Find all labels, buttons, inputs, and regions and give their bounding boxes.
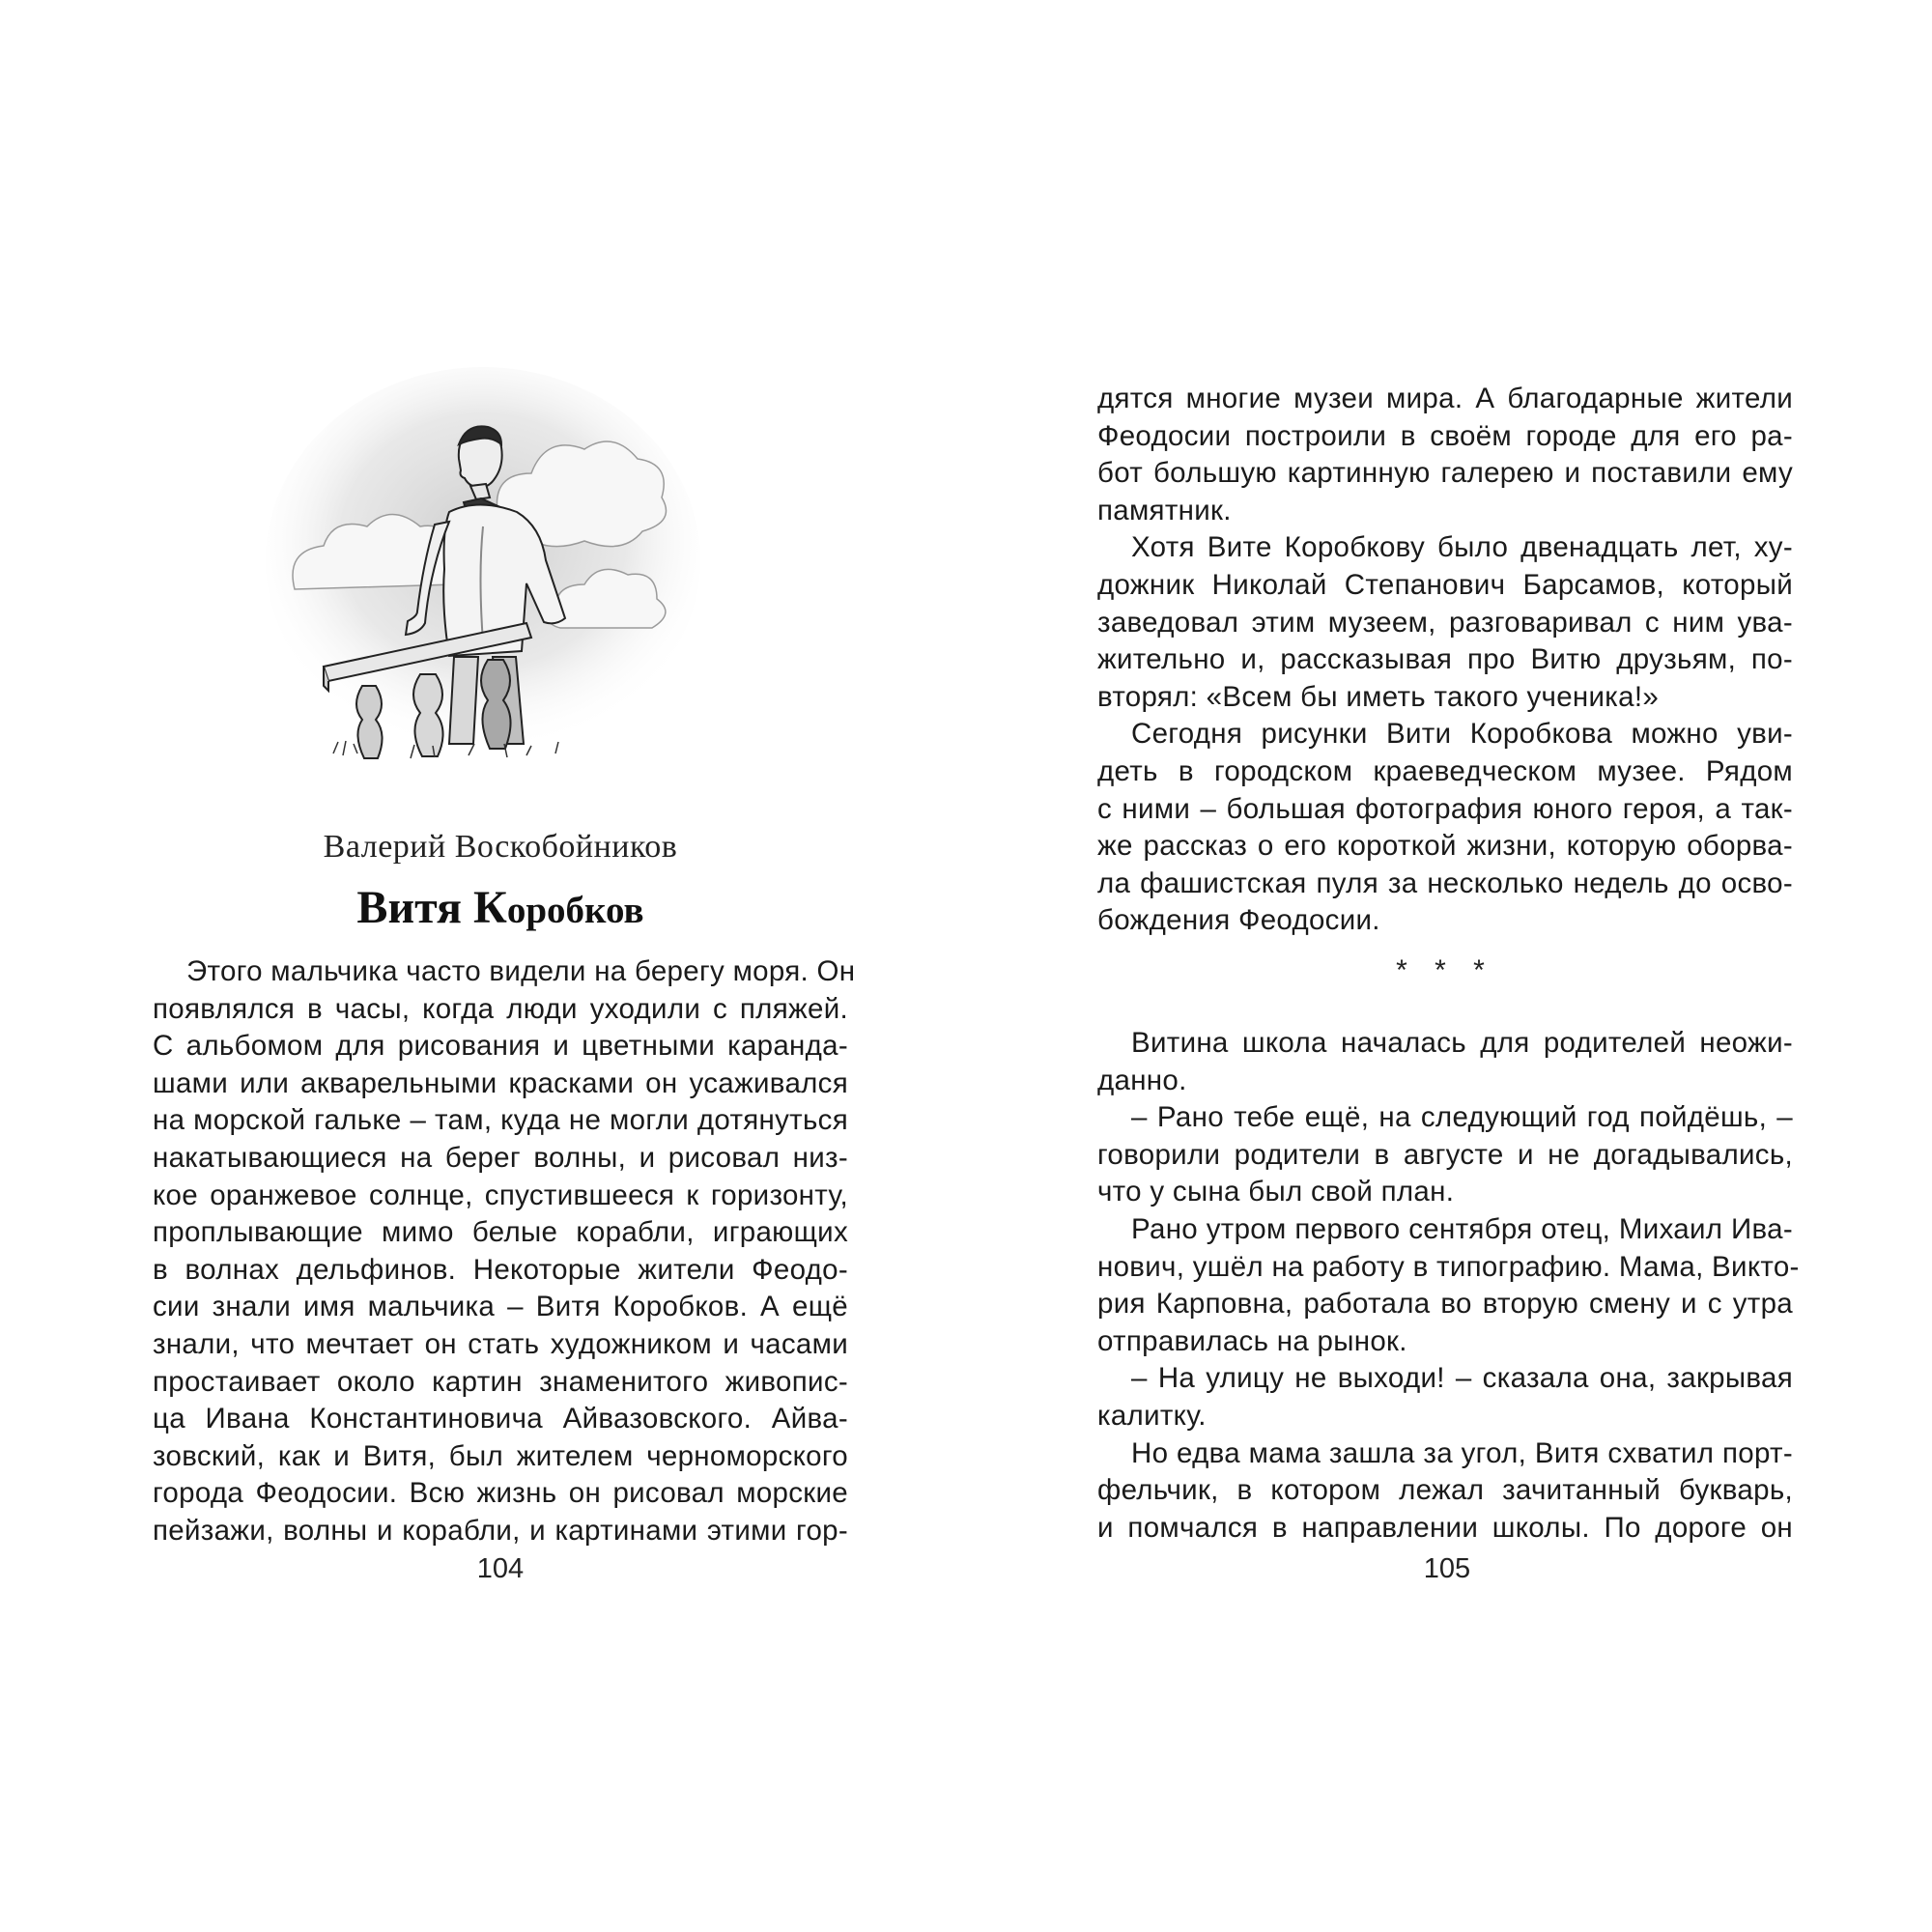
text-line: ца Ивана Константиновича Айвазовского. Айва-: [153, 1403, 848, 1435]
title-second-initial: К: [473, 882, 507, 933]
text-line: – На улицу не выходи! – сказала она, закрывая: [1131, 1362, 1793, 1395]
text-line: Сегодня рисунки Вити Коробкова можно уви-: [1131, 718, 1793, 751]
text-line: же рассказ о его короткой жизни, которую оборва-: [1097, 830, 1793, 863]
text-line: ла фашистская пуля за несколько недель до осво-: [1097, 867, 1793, 899]
story-title: [153, 881, 848, 934]
text-line: в волнах дельфинов. Некоторые жители Феодо-: [153, 1253, 848, 1286]
text-line: заведовал этим музеем, разговаривал с ним ува-: [1097, 606, 1793, 639]
text-line: калитку.: [1097, 1399, 1207, 1432]
text-line: появлялся в часы, когда люди уходили с пляжей.: [153, 992, 848, 1025]
text-line: нович, ушёл на работу в типографию. Мама, Викто-: [1097, 1250, 1800, 1283]
page-number-right: 105: [1423, 1553, 1471, 1584]
text-line: памятник.: [1097, 494, 1232, 526]
text-line: С альбомом для рисования и цветными каранда-: [153, 1030, 848, 1063]
text-line: шами или акварельными красками он усаживался: [153, 1066, 848, 1099]
text-line: пейзажи, волны и корабли, и картинами этими гор-: [153, 1514, 848, 1547]
page-number-left: 104: [476, 1553, 525, 1584]
right-body-text-1: [1097, 381, 1793, 940]
text-line: кое оранжевое солнце, спустившееся к горизонту,: [153, 1179, 848, 1211]
text-line: с ними – большая фотография юного героя, а так-: [1097, 792, 1793, 825]
text-line: Этого мальчика часто видели на берегу моря. Он: [186, 955, 856, 987]
text-line: что у сына был свой план.: [1097, 1176, 1455, 1208]
text-line: города Феодосии. Всю жизнь он рисовал морские: [153, 1477, 848, 1510]
text-line: дожник Николай Степанович Барсамов, который: [1097, 568, 1793, 601]
text-line: – Рано тебе ещё, на следующий год пойдёшь, –: [1131, 1101, 1793, 1134]
text-line: на морской гальке – там, куда не могли дотянуться: [153, 1104, 848, 1137]
text-line: рия Карповна, работала во вторую смену и с утра: [1097, 1288, 1793, 1321]
text-line: говорили родители в августе и не догадывались,: [1097, 1138, 1793, 1171]
left-body-text: [153, 953, 856, 1550]
text-line: проплывающие мимо белые корабли, играющих: [153, 1216, 848, 1249]
text-line: накатывающиеся на берег волны, и рисовал низ-: [153, 1141, 848, 1174]
text-line: дятся многие музеи мира. А благодарные жители: [1097, 383, 1793, 414]
text-line: зовский, как и Витя, был жителем черноморского: [153, 1439, 848, 1472]
text-line: Рано утром первого сентября отец, Михаил Ива-: [1131, 1212, 1793, 1245]
text-line: знали, что мечтает он стать художником и часами: [153, 1327, 848, 1360]
text-line: Витина школа началась для родителей неожи-: [1131, 1027, 1793, 1059]
right-body-text-2: [1097, 1025, 1800, 1547]
text-line: простаивает около картин знаменитого живопис-: [153, 1365, 848, 1398]
text-line: данно.: [1097, 1064, 1187, 1096]
boy-at-balustrade-illustration: [266, 367, 700, 773]
section-separator: * * *: [1396, 954, 1494, 986]
text-line: Хотя Вите Коробкову было двенадцать лет, ху-: [1131, 531, 1793, 564]
text-line: Феодосии построили в своём городе для его ра-: [1097, 419, 1793, 452]
title-first-word: Витя: [356, 882, 463, 933]
text-line: Но едва мама зашла за угол, Витя схватил порт-: [1131, 1436, 1793, 1469]
text-line: бот большую картинную галерею и поставили ему: [1097, 457, 1793, 490]
text-line: вторял: «Всем бы иметь такого ученика!»: [1097, 680, 1660, 713]
text-line: фельчик, в котором лежал зачитанный букварь,: [1097, 1474, 1793, 1507]
title-second-rest: оробков: [506, 890, 644, 931]
author-name: Валерий Воскобойников: [323, 829, 678, 865]
text-line: жительно и, рассказывая про Витю друзьям, по-: [1097, 643, 1793, 676]
text-line: и помчался в направлении школы. По дороге он: [1097, 1511, 1793, 1544]
text-line: отправилась на рынок.: [1097, 1324, 1407, 1357]
text-line: бождения Феодосии.: [1097, 904, 1380, 937]
text-line: деть в городском краеведческом музее. Рядом: [1097, 754, 1793, 787]
text-line: сии знали имя мальчика – Витя Коробков. А ещё: [153, 1291, 848, 1323]
